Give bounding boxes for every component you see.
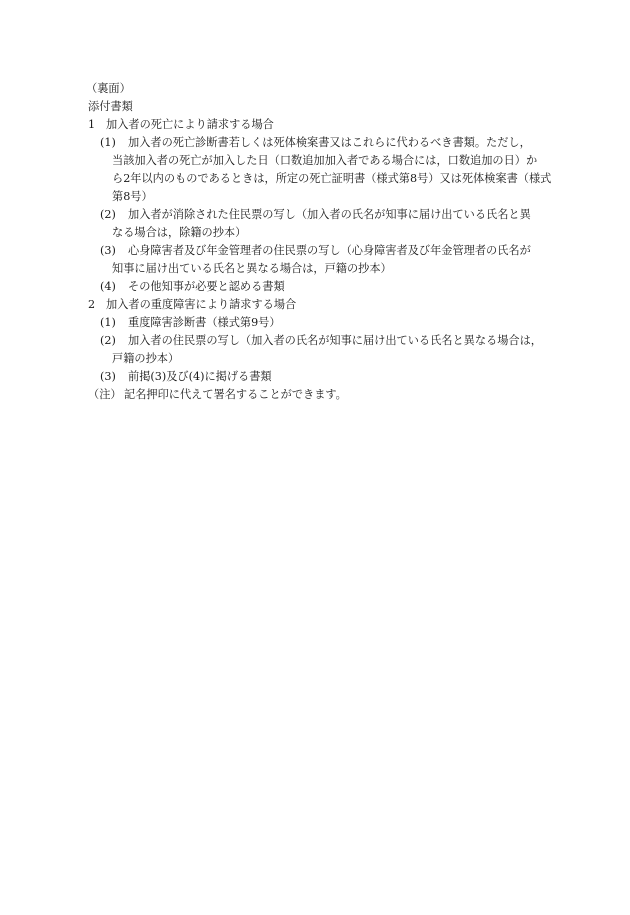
item-continuation: 第8号）	[112, 190, 153, 203]
section-heading-text: 加入者の重度障害により請求する場合	[106, 298, 297, 311]
list-item: (2) 加入者の住民票の写し（加入者の氏名が知事に届け出ている氏名と異なる場合は，	[88, 332, 558, 350]
item-continuation: 戸籍の抄本）	[112, 352, 180, 365]
section-heading-1	[88, 116, 558, 134]
item-number: (3)	[100, 370, 116, 383]
document-title: 添付書類	[88, 100, 133, 113]
list-item: (2) 加入者が消除された住民票の写し（加入者の氏名が知事に届け出ている氏名と異	[88, 206, 558, 224]
item-number: (4)	[100, 280, 116, 293]
note-text: 記名押印に代えて署名することができます。	[124, 388, 347, 401]
item-number: (2)	[100, 334, 116, 347]
item-continuation: ら2年以内のものであるときは，所定の死亡証明書（様式第8号）又は死体検案書（様式	[112, 172, 552, 185]
back-side-label: （裏面）	[86, 82, 131, 95]
note	[88, 386, 558, 404]
section-heading-2	[88, 296, 558, 314]
item-continuation: 知事に届け出ている氏名と異なる場合は，戸籍の抄本）	[112, 262, 392, 275]
list-item: (3) 心身障害者及び年金管理者の住民票の写し（心身障害者及び年金管理者の氏名が	[88, 242, 558, 260]
note-label: （注）	[88, 388, 122, 401]
list-item: (3) 前掲(3)及び(4)に掲げる書類	[88, 368, 558, 386]
list-item: (1) 加入者の死亡診断書若しくは死体検案書又はこれらに代わるべき書類。ただし，	[88, 134, 558, 152]
section-number: 1	[88, 118, 96, 131]
list-item: (1) 重度障害診断書（様式第9号）	[88, 314, 558, 332]
item-number: (2)	[100, 208, 116, 221]
item-number: (1)	[100, 136, 116, 149]
list-item: (4) その他知事が必要と認める書類	[88, 278, 558, 296]
item-number: (1)	[100, 316, 116, 329]
section-number: 2	[88, 298, 96, 311]
item-continuation: なる場合は，除籍の抄本）	[112, 226, 247, 239]
item-continuation: 当該加入者の死亡が加入した日（口数追加加入者である場合には，口数追加の日）か	[112, 154, 538, 167]
section-heading-text: 加入者の死亡により請求する場合	[106, 118, 274, 131]
item-number: (3)	[100, 244, 116, 257]
attachment-list	[88, 80, 558, 404]
